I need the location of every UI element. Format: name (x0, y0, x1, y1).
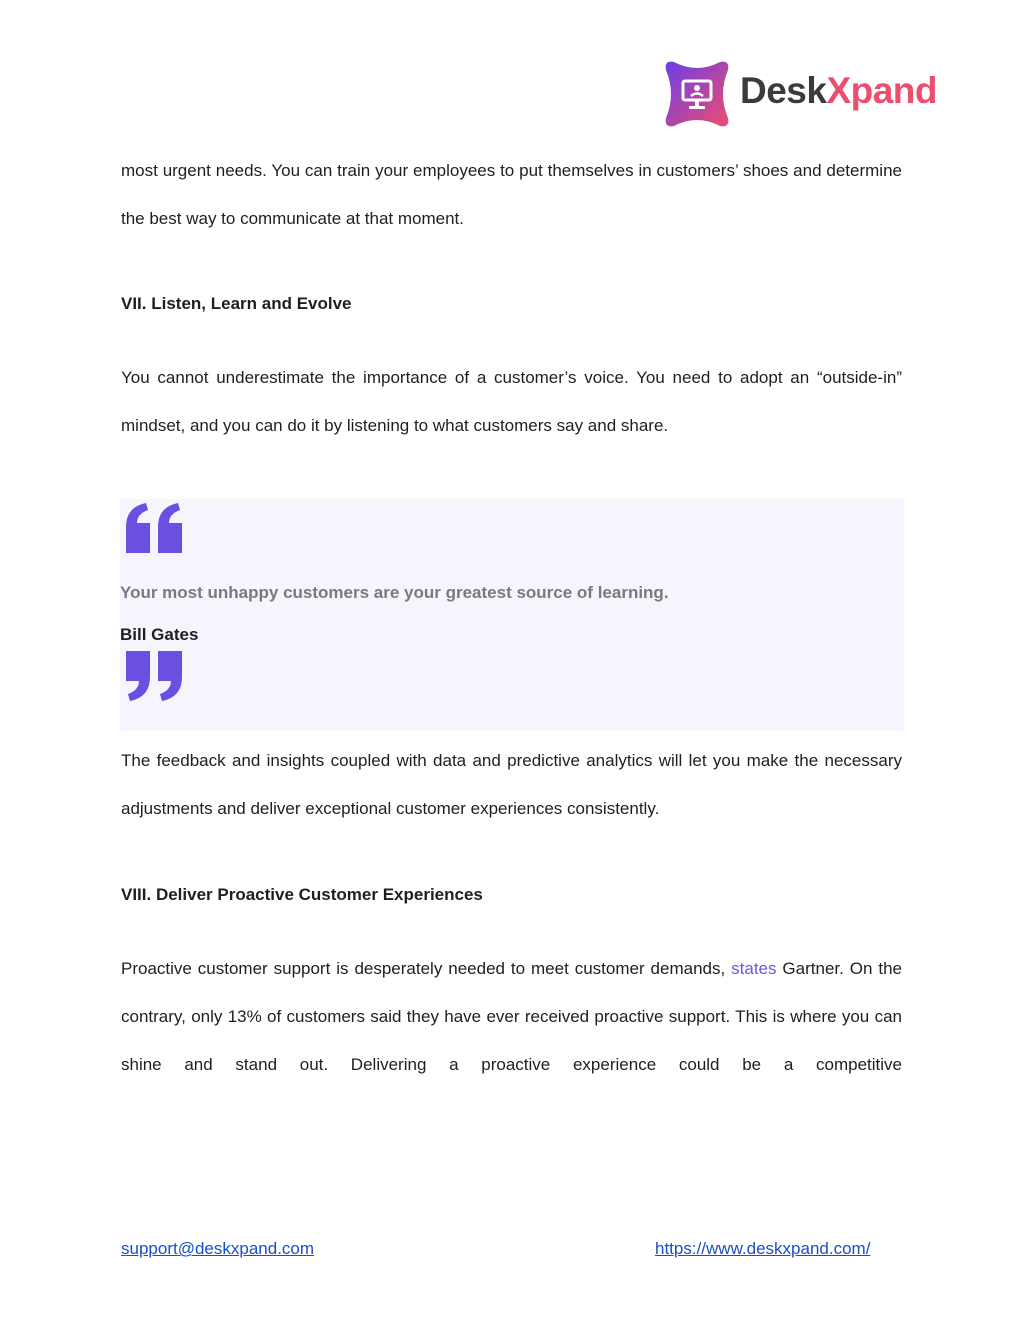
paragraph-proactive-text-start: Proactive customer support is desperately needed to meet customer demands, (121, 959, 732, 978)
logo-wordmark (740, 70, 937, 112)
close-quote-icon (122, 649, 184, 703)
paragraph-customer-voice: You cannot underestimate the importance of a customer’s voice. You need to adopt an “outside-in” mindset, and you can do it by listening to what customers say and share. (121, 368, 902, 435)
paragraph-proactive-support (121, 945, 902, 1089)
paragraph-urgent-needs: most urgent needs. You can train your employees to put themselves in customers’ shoes and determine the best way to communicate at that moment. (121, 161, 902, 228)
section-heading-proactive: VIII. Deliver Proactive Customer Experiences (121, 885, 483, 904)
paragraph-proactive-text-end: Gartner. On the contrary, only 13% of customers said they have ever received proactive support. This is where you can shine and stand out. Delivering a proactive experience could be a competitive (121, 959, 902, 1074)
deskxpand-logo (664, 60, 954, 128)
quote-author: Bill Gates (120, 625, 199, 644)
logo-mark-icon (664, 60, 730, 128)
section-heading-listen-learn: VII. Listen, Learn and Evolve (121, 294, 352, 313)
logo-word-xpand: Xpand (826, 70, 938, 111)
logo-word-desk: Desk (740, 70, 827, 111)
footer-email-link[interactable]: support@deskxpand.com (121, 1239, 315, 1258)
footer-website-link[interactable]: https://www.deskxpand.com/ (655, 1239, 871, 1258)
quote-text: Your most unhappy customers are your greatest source of learning. (120, 583, 669, 602)
open-quote-icon (122, 501, 184, 555)
quote-block (120, 499, 904, 731)
paragraph-feedback-insights: The feedback and insights coupled with data and predictive analytics will let you make the necessary adjustments and deliver exceptional customer experiences consistently. (121, 751, 902, 818)
states-link[interactable]: states (731, 959, 777, 978)
